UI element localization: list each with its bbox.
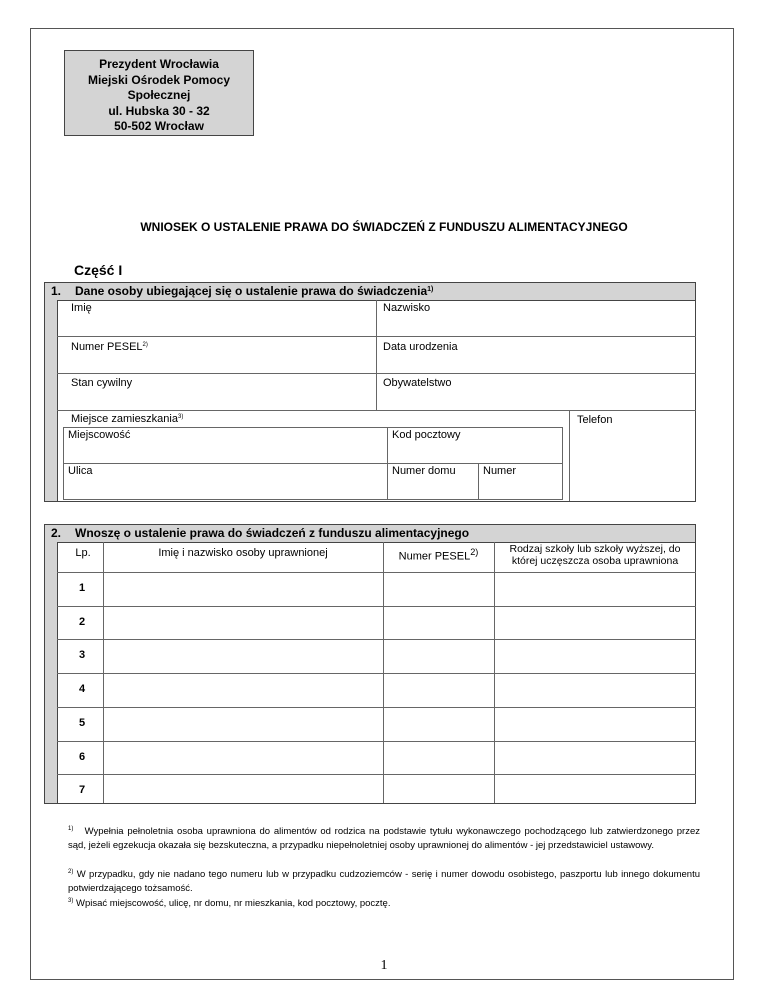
table-row-number: 5 [79,716,86,729]
pesel-footnote-mark: 2) [142,342,148,348]
kod-pocztowy-label: Kod pocztowy [392,429,461,441]
page-number: 1 [380,958,388,973]
pesel-label [71,341,148,353]
numer-domu-label: Numer domu [392,465,456,477]
child-pesel-field[interactable] [383,708,494,741]
child-pesel-field[interactable] [383,640,494,673]
part-label: Część I [74,262,123,278]
table-row-number: 1 [79,582,86,594]
footnote-1-mark: 1) [68,826,74,832]
telefon-label: Telefon [577,414,613,426]
address-line-3: Społecznej [127,88,191,102]
child-pesel-field[interactable] [383,573,494,606]
section-2-title: Wnoszę o ustalenie prawa do świadczeń z funduszu alimentacyjnego [75,526,470,540]
section-2 [44,524,696,804]
child-name-field[interactable] [103,573,383,606]
table-row-number: 3 [79,649,86,662]
footnote-2-text: W przypadku, gdy nie nadano tego numeru lub w przypadku cudzoziemców - serię i numer dowodu osobistego, paszportu lub innego dokumentu potwierdzającego tożsamość. [68,869,701,894]
child-school-field[interactable] [494,742,696,775]
child-name-field[interactable] [103,674,383,707]
address-line-5: 50-502 Wrocław [114,119,204,133]
footnote-2-mark: 2) [68,869,74,875]
section-1-gutter [45,300,58,501]
numer-domu-field[interactable] [387,463,479,500]
ulica-field[interactable] [63,463,388,500]
col-pesel-footnote-mark: 2) [470,547,479,557]
footnote-1-text: Wypełnia pełnoletnia osoba uprawniona do alimentów od rodzica na podstawie tytułu wykonawczego pochodzącego lub zatwierdzonego przez sąd, jeżeli egzekucja okazała się bezskuteczna, a przypadku niepełnoletniej osoby uprawnionej do alimentów - jej przedstawiciel ustawowy. [68,826,700,851]
ulica-label: Ulica [68,465,93,477]
section-1-title: Dane osoby ubiegającej się o ustalenie prawa do świadczenia [75,284,428,298]
miejsce-text: Miejsce zamieszkania [71,413,178,425]
nazwisko-label: Nazwisko [383,302,431,314]
child-name-field[interactable] [103,607,383,640]
child-pesel-field[interactable] [383,775,494,808]
miejsce-zamieszkania-label [71,413,183,425]
obywatelstwo-label: Obywatelstwo [383,377,452,389]
child-name-field[interactable] [103,775,383,808]
child-school-field[interactable] [494,640,696,673]
child-pesel-field[interactable] [383,742,494,775]
footnote-2 [68,869,700,894]
child-school-field[interactable] [494,607,696,640]
table-row-number: 6 [79,750,86,763]
child-school-field[interactable] [494,674,696,707]
section-1-header [45,283,695,301]
child-name-field[interactable] [103,708,383,741]
stan-cywilny-label: Stan cywilny [71,377,133,389]
footnote-3-mark: 3) [68,898,74,904]
child-school-field[interactable] [494,573,696,606]
section-1 [44,282,696,502]
data-urodzenia-label: Data urodzenia [383,341,458,353]
child-name-field[interactable] [103,640,383,673]
child-name-field[interactable] [103,742,383,775]
miejscowosc-label: Miejscowość [68,429,131,441]
footnote-3-text: Wpisać miejscowość, ulicę, nr domu, nr mieszkania, kod pocztowy, pocztę. [75,898,391,909]
section-2-header [45,525,695,543]
col-name-header: Imię i nazwisko osoby uprawnionej [158,547,328,559]
table-row-number: 2 [79,615,86,628]
table-row-number: 7 [79,784,86,797]
child-pesel-field[interactable] [383,607,494,640]
address-line-4: ul. Hubska 30 - 32 [108,103,210,118]
numer-mieszkania-field[interactable] [478,463,563,500]
col-lp-header: Lp. [75,547,91,559]
document-title: WNIOSEK O USTALENIE PRAWA DO ŚWIADCZEŃ Z FUNDUSZU ALIMENTACYJNEGO [140,220,628,234]
col-pesel-text: Numer PESEL [398,550,471,563]
col-school-header: Rodzaj szkoły lub szkoły wyższej, do której uczęszcza osoba uprawniona [509,543,681,567]
child-school-field[interactable] [494,708,696,741]
address-line-2: Miejski Ośrodek Pomocy [87,72,231,87]
section-1-footnote-mark: 1) [427,286,434,293]
miejsce-footnote-mark: 3) [177,414,184,420]
address-box [64,50,254,136]
miejscowosc-field[interactable] [63,427,388,464]
footnote-1 [68,826,700,851]
col-pesel-header [383,547,494,563]
table-row-number: 4 [79,683,86,696]
section-2-number: 2. [51,526,62,540]
pesel-text: Numer PESEL [71,341,143,353]
footnote-3 [68,898,700,912]
child-school-field[interactable] [494,775,696,808]
numer-label: Numer [483,465,517,477]
child-pesel-field[interactable] [383,674,494,707]
address-line-1: Prezydent Wrocławia [99,57,219,71]
kod-pocztowy-field[interactable] [387,427,563,464]
imie-label: Imię [71,302,92,314]
section-1-number: 1. [51,284,62,298]
